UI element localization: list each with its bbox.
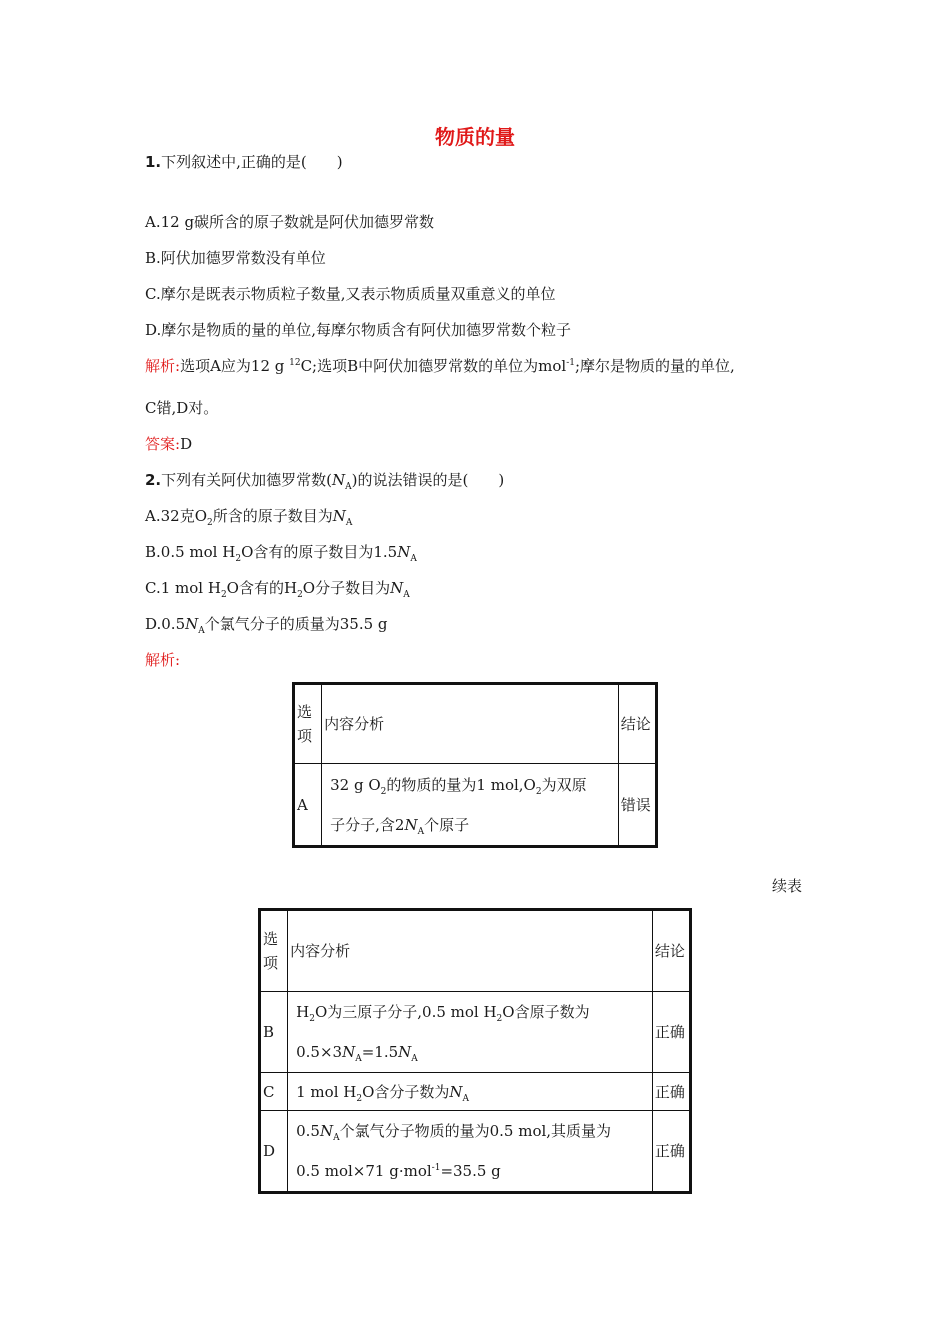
avogadro-sub: A	[411, 1054, 418, 1064]
avogadro-sub: A	[355, 1054, 362, 1064]
row-conclusion: 错误	[618, 764, 656, 847]
cell-text: O含原子数为	[502, 1003, 590, 1021]
avogadro-sub: A	[403, 590, 410, 600]
cell-sub: 2	[535, 786, 542, 797]
option-sub: 2	[235, 554, 242, 564]
analysis-label: 解析:	[145, 357, 181, 375]
question-2-option-b	[145, 542, 417, 562]
question-1-option-c: C.摩尔是既表示物质粒子数量,又表示物质质量双重意义的单位	[145, 285, 556, 303]
row-content	[288, 1111, 653, 1193]
cell-text: 1 mol H	[296, 1082, 357, 1101]
avogadro-symbol: N	[404, 815, 418, 834]
avogadro-sub: A	[462, 1093, 470, 1104]
avogadro-sub: A	[345, 482, 352, 492]
option-text: A.32克O	[145, 507, 207, 525]
header-label: 选	[263, 930, 279, 948]
table-header-row	[294, 684, 657, 764]
header-cell-content: 内容分析	[288, 910, 653, 992]
header-cell-option	[294, 684, 322, 764]
avogadro-symbol: N	[332, 507, 346, 525]
cell-text: 32 g O	[330, 775, 381, 794]
row-option: B	[260, 992, 288, 1073]
cell-text: =35.5 g	[440, 1162, 501, 1180]
row-conclusion: 正确	[652, 1073, 690, 1111]
row-content	[322, 764, 619, 847]
question-2-text: )的说法错误的是( )	[351, 471, 505, 489]
analysis-table-1	[292, 682, 658, 848]
cell-text: 为双原	[541, 775, 587, 794]
header-label: 项	[297, 727, 313, 745]
option-text: 所含的原子数目为	[212, 507, 333, 525]
cell-sup: -1	[431, 1163, 441, 1173]
table-row	[260, 1073, 691, 1111]
question-1-text: 下列叙述中,正确的是( )	[161, 153, 343, 171]
table-header-row	[260, 910, 691, 992]
avogadro-sub: A	[417, 826, 425, 837]
question-2-stem	[145, 470, 504, 490]
cell-text: H	[296, 1003, 310, 1021]
option-sub: 2	[220, 590, 227, 600]
row-conclusion: 正确	[652, 992, 690, 1073]
cell-sub: 2	[496, 1014, 503, 1024]
answer-value: D	[180, 435, 193, 453]
question-2-option-a	[145, 506, 352, 526]
avogadro-symbol: N	[397, 543, 411, 561]
table-row	[294, 764, 657, 847]
question-1-analysis	[145, 356, 735, 376]
question-1-option-a: A.12 g碳所含的原子数就是阿伏加德罗常数	[145, 213, 435, 231]
question-1-number: 1.	[145, 153, 162, 171]
avogadro-symbol: N	[185, 615, 199, 633]
table-row	[260, 992, 691, 1073]
question-2-analysis-label: 解析:	[145, 651, 181, 669]
avogadro-sub: A	[333, 1133, 340, 1143]
analysis-text: ;摩尔是物质的量的单位,	[574, 357, 735, 375]
option-text: C.1 mol H	[145, 579, 221, 597]
question-2-option-c	[145, 578, 410, 598]
avogadro-symbol: N	[342, 1043, 356, 1061]
row-option: A	[294, 764, 322, 847]
question-2-text: 下列有关阿伏加德罗常数(	[161, 471, 332, 489]
question-1-option-b: B.阿伏加德罗常数没有单位	[145, 249, 326, 267]
cell-text: 0.5×3	[296, 1043, 343, 1061]
avogadro-symbol: N	[332, 471, 346, 489]
cell-sub: 2	[380, 786, 387, 797]
avogadro-sub: A	[345, 518, 353, 528]
header-cell-conclusion: 结论	[652, 910, 690, 992]
continued-table-label: 续表	[772, 877, 803, 895]
option-text: O含有的原子数目为1.5	[241, 543, 398, 561]
avogadro-symbol: N	[390, 579, 404, 597]
question-1-option-d: D.摩尔是物质的量的单位,每摩尔物质含有阿伏加德罗常数个粒子	[145, 321, 572, 339]
option-sub: 2	[207, 518, 213, 528]
option-text: 个氯气分子的质量为35.5 g	[204, 615, 388, 633]
row-conclusion: 正确	[652, 1111, 690, 1193]
page-title: 物质的量	[435, 125, 515, 149]
question-2-option-d	[145, 614, 388, 634]
option-text: B.0.5 mol H	[145, 543, 236, 561]
cell-text: =1.5	[361, 1043, 399, 1061]
question-2-number: 2.	[145, 471, 162, 489]
row-option: C	[260, 1073, 288, 1111]
cell-text: 0.5	[296, 1122, 320, 1140]
avogadro-symbol: N	[398, 1043, 412, 1061]
avogadro-sub: A	[410, 554, 417, 564]
avogadro-symbol: N	[319, 1122, 334, 1140]
answer-label: 答案:	[145, 435, 181, 453]
header-label: 选	[297, 703, 313, 721]
analysis-text: C;选项B中阿伏加德罗常数的单位为mol	[300, 357, 567, 375]
cell-sub: 2	[356, 1093, 363, 1104]
row-content	[288, 1073, 653, 1111]
avogadro-sub: A	[198, 626, 205, 636]
analysis-text: 选项A应为12 g	[180, 357, 290, 375]
avogadro-symbol: N	[449, 1082, 463, 1101]
row-content	[288, 992, 653, 1073]
cell-text: 的物质的量为1 mol,O	[386, 775, 536, 794]
cell-text: 个氯气分子物质的量为0.5 mol,其质量为	[339, 1122, 612, 1140]
cell-sub: 2	[309, 1014, 315, 1024]
analysis-table-2	[258, 908, 692, 1194]
cell-text: 0.5 mol×71 g·mol	[296, 1162, 432, 1180]
row-option: D	[260, 1111, 288, 1193]
option-text: O分子数目为	[302, 579, 391, 597]
cell-text: 子分子,含2	[330, 815, 405, 834]
header-cell-content: 内容分析	[322, 684, 619, 764]
question-1-analysis-line2: C错,D对。	[145, 399, 219, 417]
option-sub: 2	[297, 590, 303, 600]
cell-text: O为三原子分子,0.5 mol H	[314, 1003, 497, 1021]
question-1-stem	[145, 152, 343, 172]
table-row	[260, 1111, 691, 1193]
header-cell-conclusion: 结论	[618, 684, 656, 764]
cell-text: O含分子数为	[362, 1082, 450, 1101]
analysis-sup: -1	[566, 358, 575, 368]
option-text: D.0.5	[145, 615, 186, 633]
analysis-sup: 12	[289, 358, 301, 368]
option-text: O含有的H	[226, 579, 298, 597]
header-cell-option	[260, 910, 288, 992]
header-label: 项	[263, 954, 279, 972]
cell-text: 个原子	[424, 815, 470, 834]
question-1-answer	[145, 434, 192, 454]
